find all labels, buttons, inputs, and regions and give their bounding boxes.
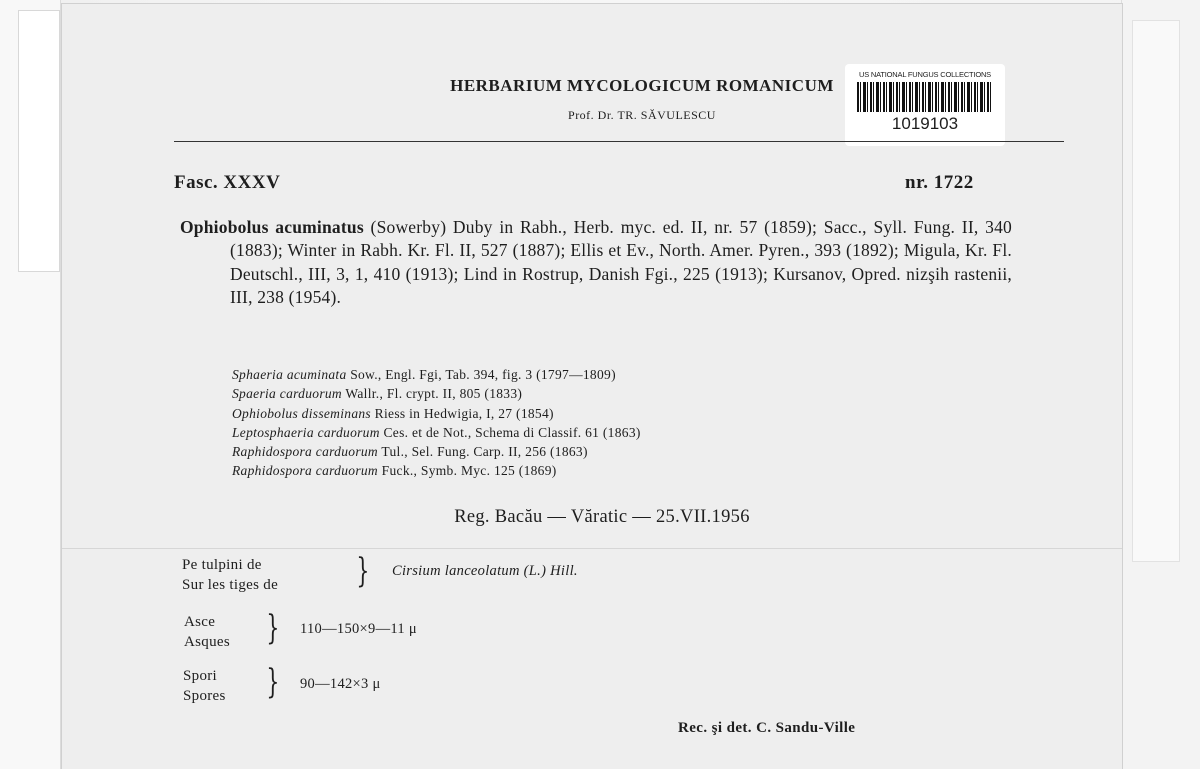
spores-labels xyxy=(183,666,226,706)
synonym-item xyxy=(232,404,992,423)
host-label-ro: Pe tulpini de xyxy=(182,557,262,573)
synonym-ref: Riess in Hedwigia, I, 27 (1854) xyxy=(374,405,554,421)
synonym-ref: Sow., Engl. Fgi, Tab. 394, fig. 3 (1797—1809) xyxy=(350,367,616,382)
synonym-name: Spaeria carduorum xyxy=(232,386,342,402)
asci-labels xyxy=(184,612,230,652)
collector-prefix: Rec. şi det. xyxy=(678,720,752,736)
header-divider xyxy=(174,141,1064,142)
right-paper-strip xyxy=(1132,20,1180,562)
herbarium-label xyxy=(62,4,1122,769)
collector-credit xyxy=(678,720,855,737)
synonym-name: Raphidospora carduorum xyxy=(232,444,378,460)
synonym-name: Raphidospora carduorum xyxy=(232,463,378,479)
left-paper-tab xyxy=(18,10,60,272)
specimen-number: nr. 1722 xyxy=(905,172,974,193)
synonym-ref: Ces. et de Not., Schema di Classif. 61 (1863) xyxy=(383,424,641,440)
spores-label-ro: Spori xyxy=(183,668,218,684)
herbarium-director: Prof. Dr. TR. SĂVULESCU xyxy=(568,108,716,122)
synonym-ref: Fuck., Symb. Myc. 125 (1869) xyxy=(381,463,557,479)
synonym-item xyxy=(232,423,992,442)
host-label-fr: Sur les tiges de xyxy=(182,577,279,593)
spores-value: 90—142×3 μ xyxy=(300,676,381,692)
asci-value: 110—150×9—11 μ xyxy=(300,621,417,637)
collector-name: C. Sandu-Ville xyxy=(756,720,856,736)
label-fold-line xyxy=(62,548,1122,549)
fascicle-number: Fasc. XXXV xyxy=(174,172,281,193)
left-paper-edge xyxy=(0,0,61,769)
synonym-name: Leptosphaeria carduorum xyxy=(232,424,380,440)
barcode-caption: US NATIONAL FUNGUS COLLECTIONS xyxy=(859,70,991,79)
species-name: Ophiobolus acuminatus xyxy=(180,217,364,237)
host-value: Cirsium lanceolatum (L.) Hill. xyxy=(392,563,578,579)
right-paper-edge xyxy=(1121,0,1200,769)
barcode-icon xyxy=(857,82,993,112)
brace-icon: } xyxy=(356,551,370,591)
synonym-item xyxy=(232,461,992,480)
spores-label-fr: Spores xyxy=(183,688,226,704)
synonym-item xyxy=(232,442,992,461)
synonym-item xyxy=(232,365,992,384)
asci-label-ro: Asce xyxy=(184,614,216,630)
synonym-name: Sphaeria acuminata xyxy=(232,367,347,382)
citation-text: (Sowerby) Duby in Rabh., Herb. myc. ed. II, nr. 57 (1859); Sacc., Syll. Fung. II, 340 (1883); Winter in Rabh. Kr. Fl. II, 527 (1887); Ellis et Ev., North. Amer. Pyren., 393 (1892); Migula, Kr. Fl. Deutschl., III, 3, 1, 410 (1913); Lind in Rostrup, Danish Fgi., 225 (1913); Kursanov, Opred. nizşih rastenii, III, 238 (1954). xyxy=(230,217,1012,307)
synonym-name: Ophiobolus disseminans xyxy=(232,405,371,421)
synonym-item xyxy=(232,384,992,403)
brace-icon: } xyxy=(266,608,280,648)
synonym-list xyxy=(232,365,992,481)
barcode-sticker xyxy=(845,64,1005,146)
brace-icon: } xyxy=(266,662,280,702)
synonym-ref: Tul., Sel. Fung. Carp. II, 256 (1863) xyxy=(381,444,588,460)
herbarium-title: HERBARIUM MYCOLOGICUM ROMANICUM xyxy=(450,76,834,95)
host-labels xyxy=(182,555,278,595)
collection-locality: Reg. Bacău — Văratic — 25.VII.1956 xyxy=(454,507,750,527)
asci-label-fr: Asques xyxy=(184,634,230,650)
synonym-ref: Wallr., Fl. crypt. II, 805 (1833) xyxy=(345,386,523,402)
species-citation xyxy=(180,216,1012,309)
barcode-number: 1019103 xyxy=(891,114,959,133)
